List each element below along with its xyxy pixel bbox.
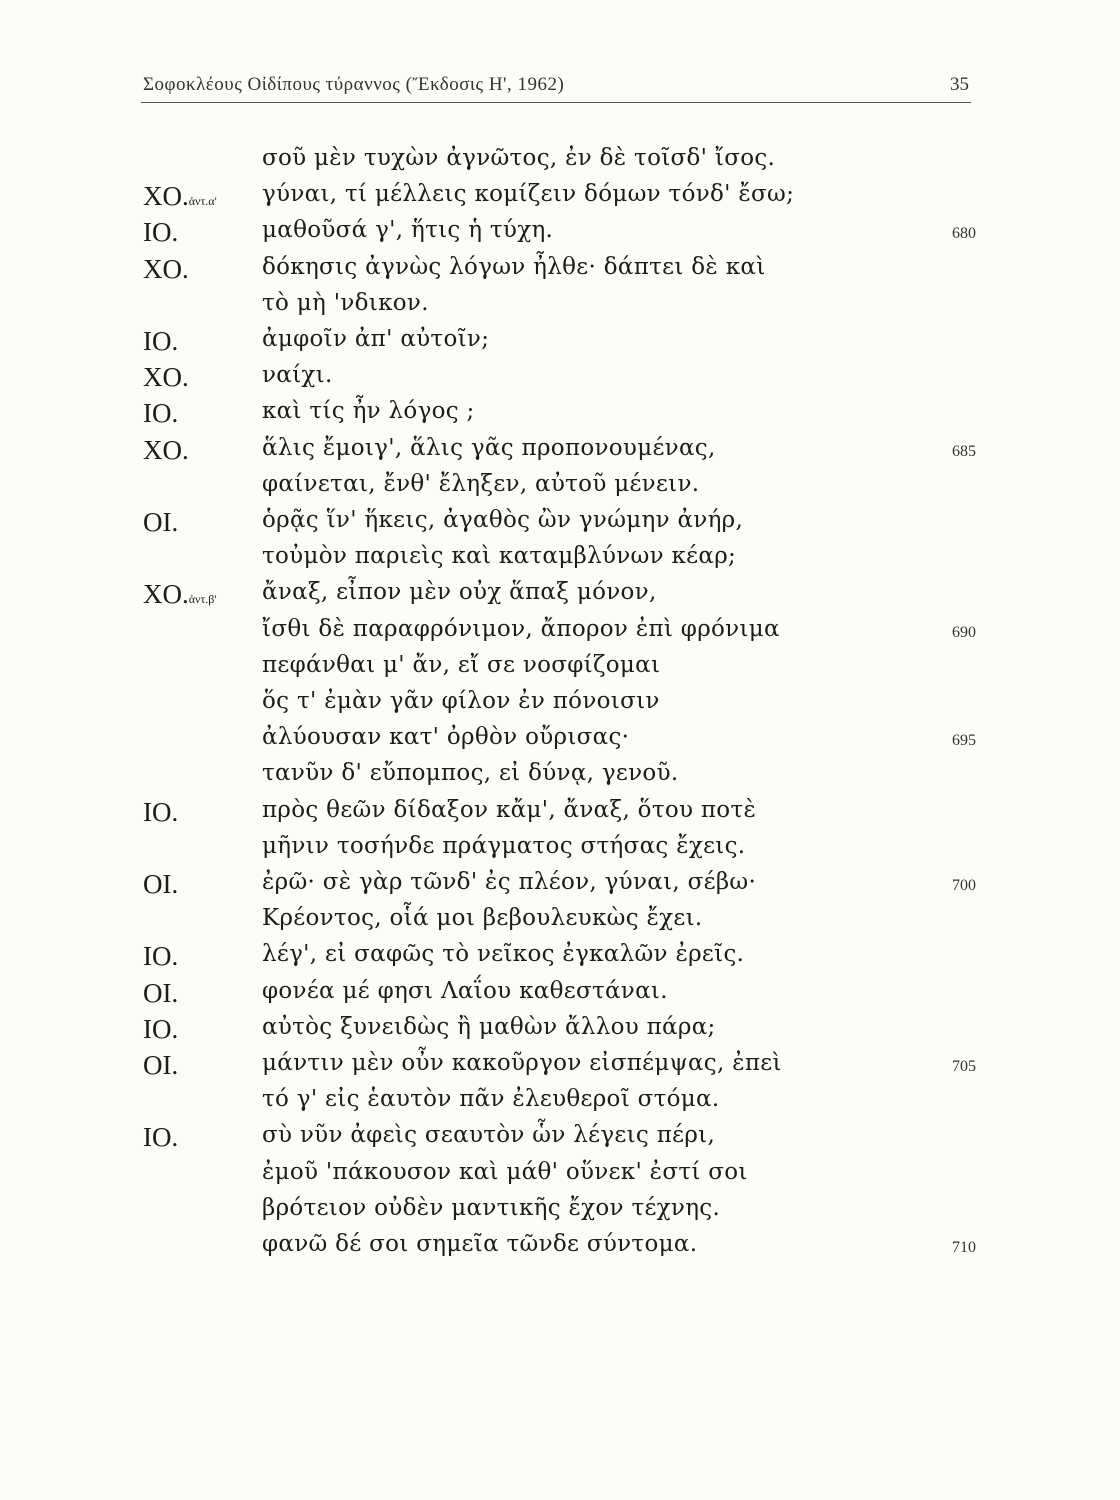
verse-line	[0, 688, 1120, 728]
verse-line	[0, 1159, 1120, 1199]
verse-text: ἀμφοῖν ἀπ' αὐτοῖν;	[262, 326, 490, 352]
verse-text: λέγ', εἰ σαφῶς τὸ νεῖκος ἐγκαλῶν ἐρεῖς.	[262, 941, 745, 968]
verse-line	[0, 1122, 1120, 1162]
verse-text: γύναι, τί μέλλεις κομίζειν δόμων τόνδ' ἔσω;	[262, 181, 795, 208]
verse-text: τό γ' εἰς ἑαυτὸν πᾶν ἐλευθεροῖ στόμα.	[262, 1086, 720, 1113]
verse-text: φαίνεται, ἔνθ' ἔληξεν, αὐτοῦ μένειν.	[262, 470, 700, 497]
verse-text: αὐτὸς ξυνειδὼς ἢ μαθὼν ἄλλου πάρα;	[262, 1013, 716, 1040]
verse-line	[0, 254, 1120, 294]
speaker-abbrev: ΟΙ.	[143, 507, 179, 537]
verse-text: πεφάνθαι μ' ἄν, εἴ σε νοσφίζομαι	[262, 651, 661, 678]
line-number: 700	[952, 877, 976, 894]
verse-line	[0, 543, 1120, 583]
verse-line	[0, 1195, 1120, 1235]
running-header	[141, 72, 971, 103]
verse-text: φονέα μέ φησι Λαΐου καθεστάναι.	[262, 977, 668, 1004]
verse-line	[0, 941, 1120, 981]
verse-line	[0, 1014, 1120, 1054]
verse-text: τοὐμὸν παριεὶς καὶ καταμβλύνων κέαρ;	[262, 543, 737, 570]
speaker-abbrev: ΧΟ.	[143, 253, 189, 284]
speaker-label	[143, 978, 178, 1009]
verse-line	[0, 1231, 1120, 1271]
verse-line	[0, 797, 1120, 837]
verse-line	[0, 145, 1120, 185]
verse-text: ἐρῶ· σὲ γὰρ τῶνδ' ἐς πλέον, γύναι, σέβω·	[262, 869, 757, 895]
speaker-label	[143, 217, 178, 248]
verse-text: φανῶ δέ σοι σημεῖα τῶνδε σύντομα.	[262, 1231, 698, 1257]
speaker-label	[143, 435, 189, 466]
verse-line	[0, 652, 1120, 692]
speaker-abbrev: ΧΟ.	[143, 434, 189, 465]
verse-text: ἅλις ἔμοιγ', ἅλις γᾶς προπονουμένας,	[262, 434, 716, 461]
speaker-label	[143, 326, 178, 357]
speaker-abbrev: ΧΟ.	[143, 579, 189, 610]
verse-text: ἄναξ, εἶπον μὲν οὐχ ἅπαξ μόνον,	[262, 579, 657, 606]
speaker-label	[143, 869, 178, 900]
speaker-label	[143, 941, 178, 972]
verse-line	[0, 579, 1120, 619]
speaker-abbrev: ΟΙ.	[143, 977, 179, 1008]
verse-text: πρὸς θεῶν δίδαξον κἄμ', ἄναξ, ὅτου ποτὲ	[262, 796, 757, 823]
verse-line	[0, 398, 1120, 438]
verse-text: σὺ νῦν ἀφεὶς σεαυτὸν ὧν λέγεις πέρι,	[262, 1122, 716, 1149]
line-number: 690	[952, 623, 976, 641]
speaker-abbrev: ΟΙ.	[143, 1050, 179, 1080]
speaker-label	[143, 1122, 178, 1153]
verse-text: μαθοῦσά γ', ἥτις ἡ τύχη.	[262, 217, 554, 244]
verse-line	[0, 326, 1120, 366]
verse-line	[0, 1050, 1120, 1090]
header-title: Σοφοκλέους Οἰδίπους τύραννος (Ἔκδοσις Η', 1962)	[143, 74, 565, 95]
page-number: 35	[950, 74, 969, 95]
verse-text: δόκησις ἀγνὼς λόγων ἦλθε· δάπτει δὲ καὶ	[262, 253, 766, 280]
verse-line	[0, 290, 1120, 330]
speaker-label	[143, 1050, 178, 1081]
verse-line	[0, 905, 1120, 945]
verse-text: Κρέοντος, οἷά μοι βεβουλευκὼς ἔχει.	[262, 905, 703, 932]
verse-text: καὶ τίς ἦν λόγος ;	[262, 398, 475, 425]
speaker-abbrev: ΙΟ.	[143, 941, 179, 972]
verse-text: τὸ μὴ 'νδικον.	[262, 289, 429, 316]
verse-text: ναίχι.	[262, 362, 333, 389]
verse-text: ἀλύουσαν κατ' ὀρθὸν οὔρισας·	[262, 724, 630, 751]
speaker-label	[143, 579, 217, 610]
verse-line	[0, 1086, 1120, 1126]
speaker-abbrev: ΙΟ.	[143, 217, 179, 248]
speaker-label	[143, 1014, 178, 1045]
verse-line	[0, 978, 1120, 1018]
verse-line	[0, 724, 1120, 764]
verse-text: ὅς τ' ἐμὰν γᾶν φίλον ἐν πόνοισιν	[262, 688, 660, 714]
verse-text: ἴσθι δὲ παραφρόνιμον, ἄπορον ἐπὶ φρόνιμα	[262, 615, 780, 642]
verse-text: μάντιν μὲν οὖν κακοῦργον εἰσπέμψας, ἐπεὶ	[262, 1050, 782, 1076]
verse-line	[0, 471, 1120, 511]
verse-line	[0, 616, 1120, 656]
speaker-label	[143, 362, 189, 393]
verse-text: σοῦ μὲν τυχὼν ἀγνῶτος, ἐν δὲ τοῖσδ' ἴσος.	[262, 145, 776, 171]
line-number: 695	[952, 732, 976, 750]
verse-line	[0, 362, 1120, 402]
speaker-label	[143, 797, 178, 828]
speaker-label	[143, 398, 178, 429]
speaker-abbrev: ΙΟ.	[143, 1013, 179, 1044]
verse-line	[0, 833, 1120, 873]
speaker-abbrev: ΧΟ.	[143, 362, 189, 393]
verse-line	[0, 507, 1120, 547]
speaker-label	[143, 507, 178, 538]
speaker-label	[143, 181, 217, 212]
line-number: 685	[952, 442, 976, 460]
line-number: 710	[952, 1239, 976, 1256]
strophe-marker: ἀντ.β'	[188, 592, 217, 607]
verse-text: βρότειον οὐδὲν μαντικῆς ἔχον τέχνης.	[262, 1194, 721, 1221]
line-number: 705	[952, 1058, 976, 1075]
verse-text: ἐμοῦ 'πάκουσον καὶ μάθ' οὕνεκ' ἐστί σοι	[262, 1158, 748, 1185]
speaker-label	[143, 254, 189, 285]
verse-line	[0, 869, 1120, 909]
speaker-abbrev: ΧΟ.	[143, 181, 189, 212]
speaker-abbrev: ΙΟ.	[143, 1122, 179, 1153]
verse-line	[0, 760, 1120, 800]
speaker-abbrev: ΟΙ.	[143, 869, 179, 899]
speaker-abbrev: ΙΟ.	[143, 796, 179, 827]
verse-line	[0, 435, 1120, 475]
speaker-abbrev: ΙΟ.	[143, 326, 179, 356]
verse-line	[0, 217, 1120, 257]
verse-text: μῆνιν τοσήνδε πράγματος στήσας ἔχεις.	[262, 832, 746, 859]
verse-line	[0, 181, 1120, 221]
verse-text: τανῦν δ' εὔπομπος, εἰ δύνᾳ, γενοῦ.	[262, 760, 679, 787]
verse-text: ὁρᾷς ἵν' ἥκεις, ἀγαθὸς ὢν γνώμην ἀνήρ,	[262, 507, 744, 533]
strophe-marker: ἀντ.α'	[188, 194, 217, 209]
speaker-abbrev: ΙΟ.	[143, 398, 179, 429]
line-number: 680	[952, 225, 976, 243]
